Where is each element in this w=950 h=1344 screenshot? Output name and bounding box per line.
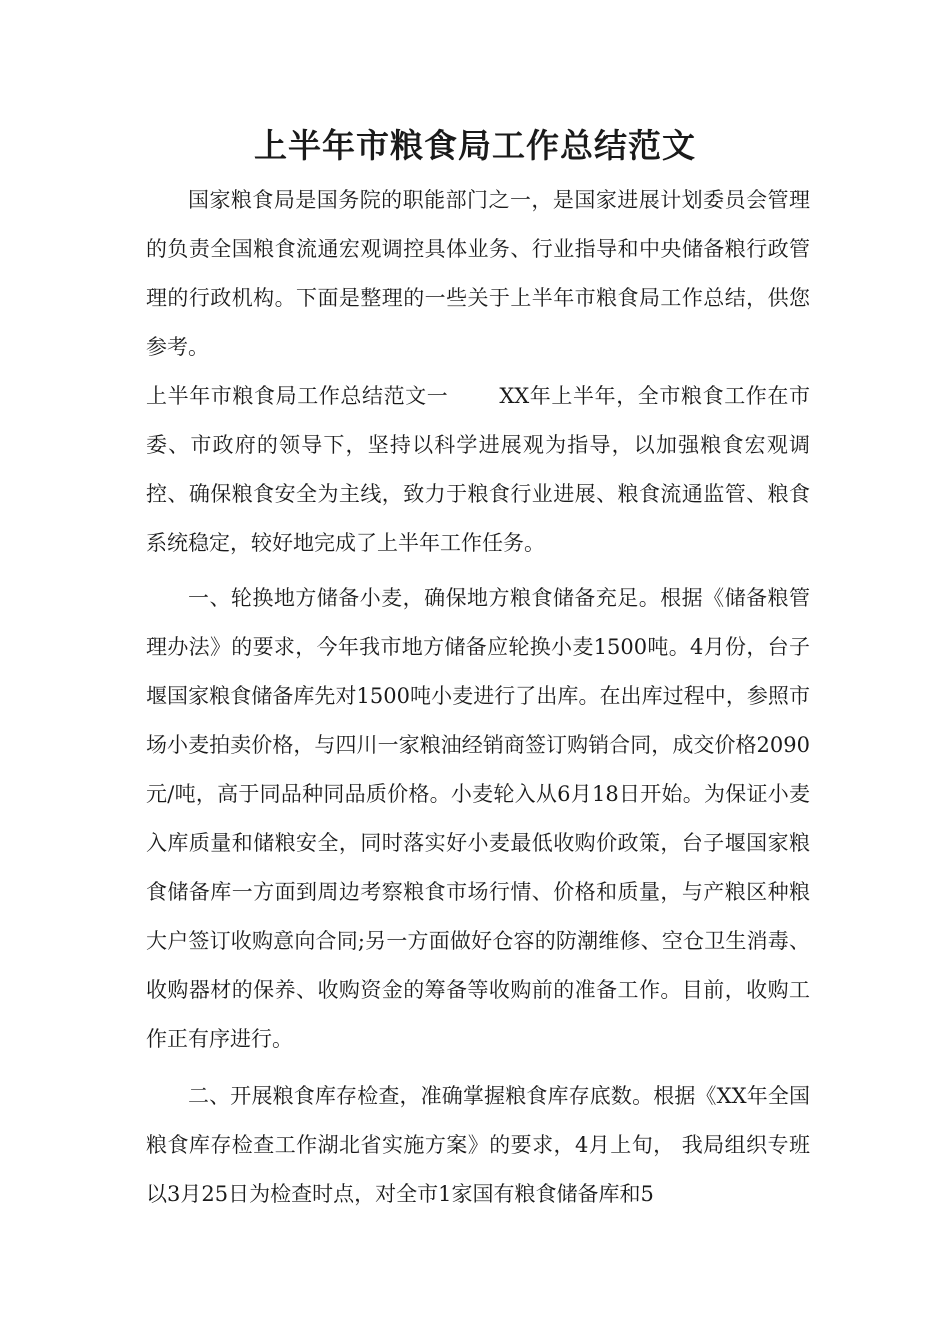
intro-paragraph: 国家粮食局是国务院的职能部门之一，是国家进展计划委员会管理的负责全国粮食流通宏观调控具体业务、行业指导和中央储备粮行政管理的行政机构。下面是整理的一些关于上半年市粮食局工作总结，供您参考。 (146, 188, 810, 359)
section-gap (448, 384, 499, 408)
document-body (146, 176, 810, 1219)
paragraph-two: 二、开展粮食库存检查，准确掌握粮食库存底数。根据《XX年全国粮食库存检查工作湖北省实施方案》的要求，4月上旬， 我局组织专班以3月25日为检查时点，对全市1家国有粮食储备库和5 (146, 1084, 810, 1206)
section-title: 上半年市粮食局工作总结范文一 (146, 384, 449, 408)
section-one-paragraph (146, 372, 810, 568)
section-lead: XX年上半年，全市粮食工作在市委、市政府的领导下，坚持以科学进展观为指导，以加强粮食宏观调控、确保粮食安全为主线，致力于粮食行业进展、粮食流通监管、粮食系统稳定，较好地完成了上半年工作任务。 (146, 384, 810, 555)
paragraph-one: 一、轮换地方储备小麦，确保地方粮食储备充足。根据《储备粮管理办法》的要求，今年我市地方储备应轮换小麦1500吨。4月份，台子堰国家粮食储备库先对1500吨小麦进行了出库。在出库过程中，参照市场小麦拍卖价格，与四川一家粮油经销商签订购销合同，成交价格2090元/吨，高于同品种同品质价格。小麦轮入从6月18日开始。为保证小麦入库质量和储粮安全，同时落实好小麦最低收购价政策，台子堰国家粮食储备库一方面到周边考察粮食市场行情、价格和质量，与产粮区种粮大户签订收购意向合同;另一方面做好仓容的防潮维修、空仓卫生消毒、收购器材的保养、收购资金的筹备等收购前的准备工作。目前，收购工作正有序进行。 (146, 586, 810, 1051)
document-title: 上半年市粮食局工作总结范文 (254, 126, 696, 165)
